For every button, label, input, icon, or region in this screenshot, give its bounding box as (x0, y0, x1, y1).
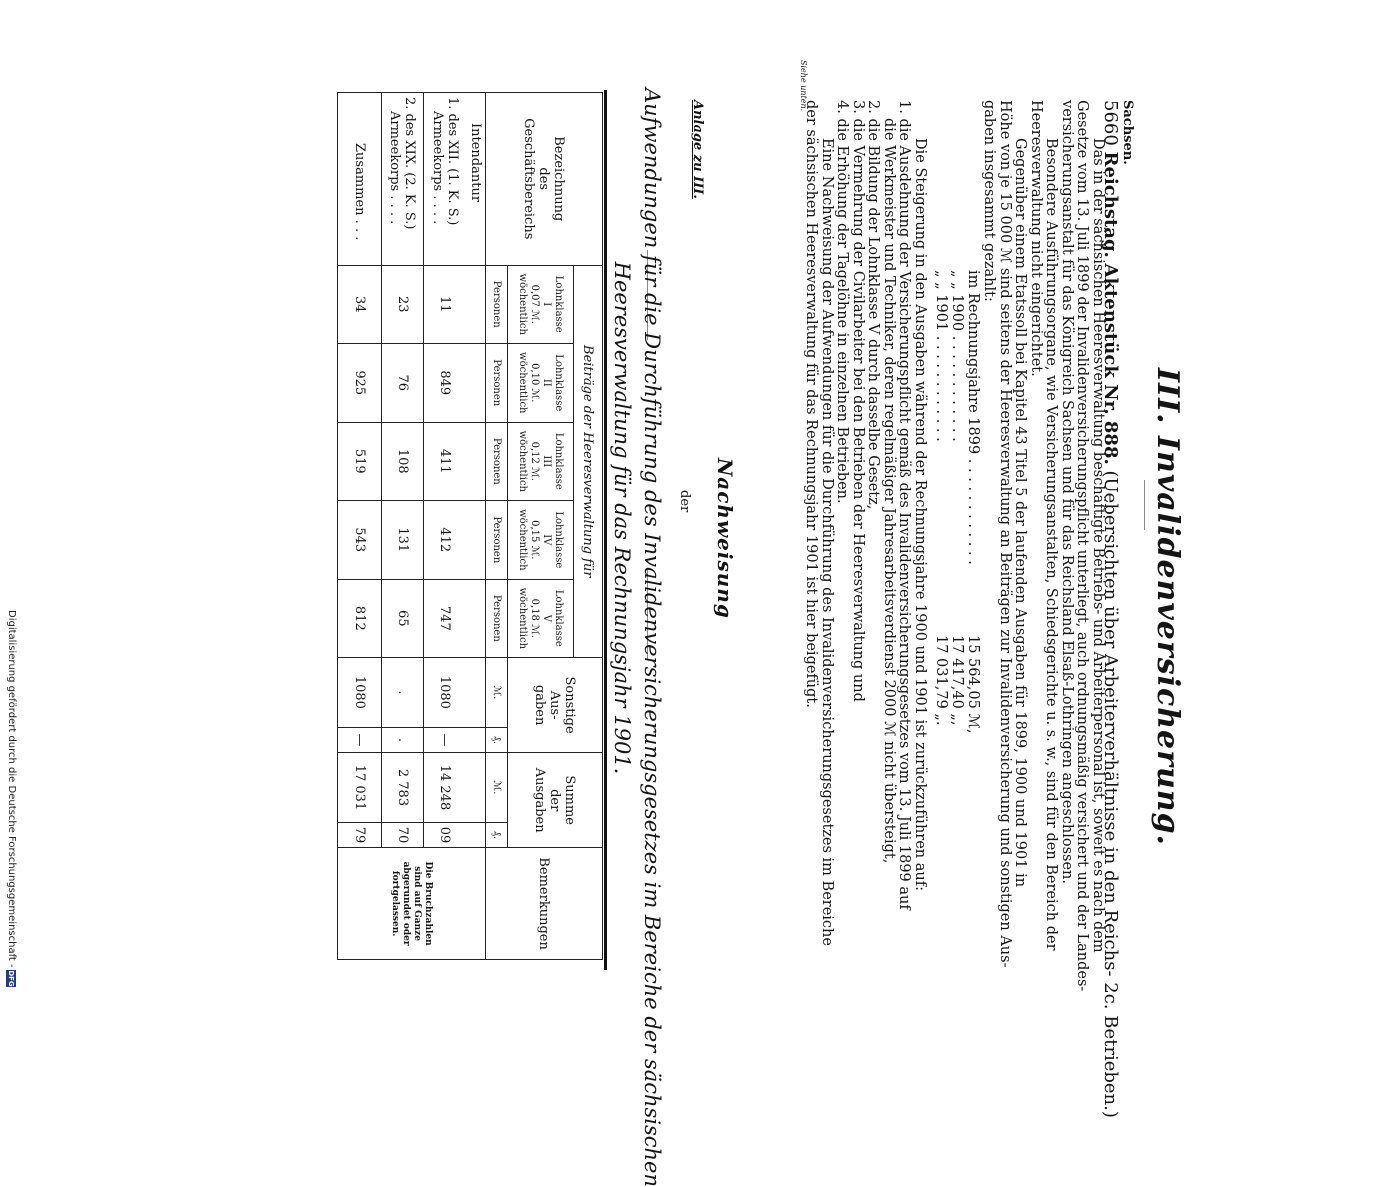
increase-causes: Die Steigerung in den Ausgaben während der Rechnungsjahre 1900 und 1901 ist zurückzuführen auf: 1. die Ausdehnung der Versicherungspflicht gemäß des Invalidenversicherungsgesetzes vom 13. Juli 1899 auf die Werkmeister und Techniker, deren regelmäßiger Jahresarbeitsverdienst 2000 ℳ nicht übersteigt, 2. die Bildung der Lohnklasse V durch dasselbe Gesetz, 3. die Vermehrung der Civilarbeiter bei den Betrieben der Heeresverwaltung und 4. die Erhöhung der Tagelöhne in einzelnen Betrieben. Eine Nachweisung der Aufwendungen für die Durchführung des Invalidenversicherungsgesetzes im Bereiche der sächsischen Heeresverwaltung für das Rechnungsjahr 1901 ist hier beigefügt. (803, 100, 928, 946)
column-header-designation: Bezeichnung des Geschäftsbereichs (486, 93, 603, 266)
column-header-total-expenses: Summe der Ausgaben (508, 753, 603, 848)
table-top-rule (604, 90, 607, 970)
amount-row-1900: „ „ 1900 . . . . . . . . . . . . 17 417,40 „, (949, 270, 965, 726)
column-header-class-v: Lohnklasse V 0,18 ℳ. wöchentlich (508, 579, 574, 658)
column-header-class-iii: Lohnklasse III 0,12 ℳ. wöchentlich (508, 422, 574, 501)
section-title: III. Invalidenversicherung. (1150, 368, 1185, 846)
header-document: Aktenstück Nr. 888. (1100, 263, 1121, 465)
region-label: Sachsen. (1120, 100, 1135, 165)
amount-row-1901: „ „ 1901 . . . . . . . . . . . . 17 031,79 „. (933, 270, 949, 726)
column-header-class-i: Lohnklasse I 0,07 ℳ. wöchentlich (508, 265, 574, 344)
digitization-credit: Digitalisierung gefördert durch die Deutsche Forschungsgemeinschaft - (6, 610, 17, 968)
amount-row-1899: im Rechnungsjahre 1899 . . . . . . . . . . . . 15 564,05 ℳ, (965, 270, 981, 734)
title-rule (1144, 480, 1145, 530)
dfg-logo: DFG (7, 970, 15, 987)
remarks-note: Die Bruchzahlen sind auf Ganze abgerundet oder fortgelassen. (338, 848, 486, 960)
record-description: Aufwendungen für die Durchführung des Invalidenversicherungsgesetzes im Bereiche der sächsischen Heeresverwaltung für das Rechnungsjahr 1901. (610, 88, 664, 1187)
table-row: 2. des XIX. (2. K. S.) Armeekorps . . . . 23 76 108 131 65 . . 2 783 70 (382, 93, 424, 960)
annex-label: Anlage zu III. (690, 100, 705, 199)
header-subject: (Uebersichten über Arbeiterverhältnisse in den Reichs- 2c. Betrieben.) (1100, 470, 1121, 1118)
column-header-class-iv: Lohnklasse IV 0,15 ℳ. wöchentlich (508, 501, 574, 580)
record-connector: der (677, 490, 692, 513)
column-group-contributions: Beiträge der Heeresverwaltung für (574, 265, 603, 658)
intro-paragraph: Das in der sächsischen Heeresverwaltung beschäftigte Betriebs- und Arbeiterpersonal ist, soweit es nach dem Gesetze vom 13. Juli 1899 der Invalidenversicherungspflicht unterliegt, auch ordnungsmäßig versichert und der Landes- versicherungsanstalt für das Königreich Sachsen und für das Reichsland Elsaß-Lothringen angeschlossen. Besondere Ausführungsorgane, wie Versicherungsanstalten, Schiedsgerichte u. s. w., sind für den Bereich der Heeresverwaltung nicht eingerichtet. Gegenüber einem Etatssoll bei Kapitel 43 Titel 5 der laufenden Ausgaben für 1899, 1900 und 1901 in Höhe von je 15 000 ℳ sind seitens der Heeresverwaltung an Beiträgen zur Invalidenversicherung und sonstigen Aus- gaben insgesammt gezahlt: (981, 100, 1106, 992)
list-item: 3. die Vermehrung der Civilarbeiter bei den Betrieben der Heeresverwaltung und (850, 100, 866, 702)
column-header-class-ii: Lohnklasse II 0,10 ℳ. wöchentlich (508, 344, 574, 423)
page-number: 5660 (1100, 100, 1121, 146)
column-header-remarks: Bemerkungen (486, 848, 603, 960)
column-header-other-expenses: Sonstige Aus- gaben (508, 658, 603, 753)
list-item: 4. die Erhöhung der Tagelöhne in einzelnen Betrieben. (834, 100, 851, 504)
list-item: 2. die Bildung der Lohnklasse V durch dasselbe Gesetz, (865, 100, 882, 510)
record-title: Nachweisung (713, 458, 737, 619)
table-row: 1. des XII. (1. K. S.) Armeekorps . . . . 11 849 411 412 747 1080 — 14 248 09 (424, 93, 466, 960)
table-total-row: Zusammen . . . 34 925 519 543 812 1080 — 17 031 79 (338, 93, 382, 960)
header-publication: Reichstag. (1100, 151, 1121, 258)
list-item: 1. die Ausdehnung der Versicherungspflicht gemäß des Invalidenversicherungsgesetzes vom 13. Juli 1899 auf (896, 100, 913, 910)
contributions-table: Bezeichnung des Geschäftsbereichs Beiträge der Heeresverwaltung für Sonstige Aus- gaben Summe der Ausgaben Bemerkungen Lohnklasse I 0,07 ℳ. wöchentlich Lohnklasse II 0,10 ℳ. wöchentlich Lohnklasse III 0,12 ℳ. wöchentlich Lohnklasse IV 0,15 ℳ. wöchentlich Lohnklasse V 0,18 ℳ. wöchentlich Personen Personen Personen Personen Personen ℳ. ₰. ℳ. ₰. Intendantur Die Bruchzahlen sind auf Ganze abgerundet oder fortgelassen. 1. des XII. (1. K. S.) Armeekorps . . . . 11 849 411 412 747 1080 — 14 248 09 2. des XIX. (2. K. S.) Armeekorps . . . . 23 76 108 131 65 . . 2 783 70 Zusammen . . . 34 925 519 543 812 1080 — 17 031 79 (337, 92, 603, 960)
margin-note: Siehe unten. (799, 60, 808, 112)
